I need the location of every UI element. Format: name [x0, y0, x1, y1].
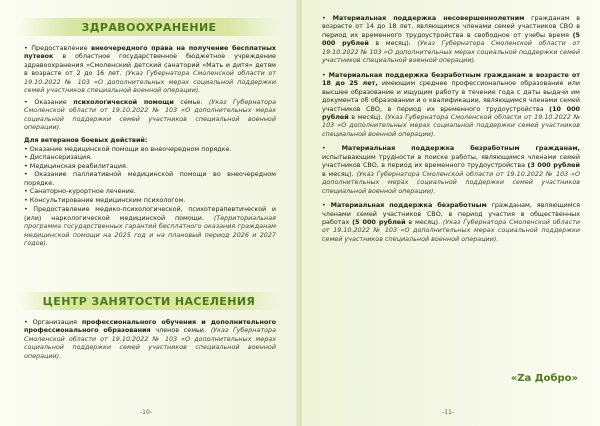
- paragraph-unemployed-support: • Материальная поддержка безработным гражданам, испытывающим трудности в поиске работы, являющимся членами семей участников СВО, в период их временного трудоустройства (3 000 рублей в месяц). (Указ Губернатора Смоленской области от 19.10.2022 № 103 «О дополнительных мерах социальной поддержки семей участников специальной военной операции).: [322, 144, 580, 195]
- list-item: • Оказание медицинской помощи во внеочередном порядке.: [24, 144, 232, 153]
- list-item: • Санаторно-курортное лечение.: [24, 187, 136, 196]
- page-left: [0, 0, 298, 426]
- paragraph-youth-support: • Материальная поддержка безработным гражданам в возрасте от 18 до 25 лет, имеющим среднее профессиональное образование или высшее образование и ищущим работу в течение года с даты выдачи им документа об образовании и о квалификации, являющимся членами семей участников СВО, в период их временного трудоустройства (10 000 рублей в месяц). (Указ Губернатора Смоленской области от 19.10.2022 № 103 «О дополнительных мерах социальной поддержки семей участников специальной военной операции).: [322, 70, 581, 138]
- support-text: [322, 14, 580, 246]
- heading-employment-center: ЦЕНТР ЗАНЯТОСТИ НАСЕЛЕНИЯ: [20, 292, 278, 310]
- healthcare-text: [24, 44, 276, 250]
- paragraph-medical-psych: • Предоставление медико-психологической, психотерапевтической и (или) наркологической медицинской помощи. (Территориальная программа государственных гарантий бесплатного оказания гражданам медицинской помощи на 2025 год и на плановый период 2026 и 2027 годов).: [24, 205, 276, 247]
- list-item: • Медицинская реабилитация.: [24, 161, 128, 170]
- paragraph-minors-support: • Материальная поддержка несовершеннолетним гражданам в возрасте от 14 до 18 лет, являющимся членами семей участников СВО в период их временного трудоустройства в свободное от учебы время (5 000 рублей в месяц). (Указ Губернатора Смоленской области от 19.10.2022 № 103 «О дополнительных мерах социальной поддержки семей участников специальной военной операции).: [322, 14, 580, 65]
- list-item: • Диспансеризация.: [24, 153, 93, 162]
- veterans-title: Для ветеранов боевых действий:: [24, 135, 148, 144]
- paragraph-public-works-support: • Материальная поддержка безработным гражданам, являющимся членами семей участников СВО, в период участия в общественных работах (5 000 рублей в месяц). (Указ Губернатора Смоленской области от 19.10.2022 № 103 «О дополнительных мерах социальной поддержки семей участников специальной военной операции).: [322, 201, 580, 243]
- page-number-right: -11-: [442, 409, 454, 416]
- list-item: • Оказание паллиативной медицинской помощи во внеочередном порядке.: [24, 170, 276, 187]
- veterans-list: [24, 145, 276, 204]
- paragraph-training: • Организация профессионального обучения и дополнительного профессионального образования членов семьи. (Указ Губернатора Смоленской области от 19.10.2022 № 103 «О дополнительных мерах социальной поддержки семей участников специальной военной операции).: [24, 318, 276, 360]
- list-item: • Консультирование медицинским психологом.: [24, 195, 186, 204]
- paragraph-vouchers: • Предоставление внеочередного права на получение бесплатных путевок в областное государственное бюджетное учреждение здравоохранения «Смоленский детский санаторий «Мать и дитя» детям в возрасте от 2 до 16 лет. (Указ Губернатора Смоленской области от 19.10.2022 № 103 «О дополнительных мерах социальной поддержки семей участников специальной военной операции).: [24, 44, 277, 95]
- paragraph-psych-help: • Оказание психологической помощи семье. (Указ Губернатора Смоленской области от 19.10.2022 № 103 «О дополнительных мерах социальной поддержки семей участников специальной военной операции).: [24, 97, 277, 132]
- brand-logo-text: «Za Добро»: [510, 373, 578, 384]
- employment-text: [24, 318, 276, 363]
- heading-healthcare: ЗДРАВООХРАНЕНИЕ: [20, 18, 278, 36]
- page-number-left: -10-: [140, 409, 152, 416]
- page-right: [302, 0, 600, 426]
